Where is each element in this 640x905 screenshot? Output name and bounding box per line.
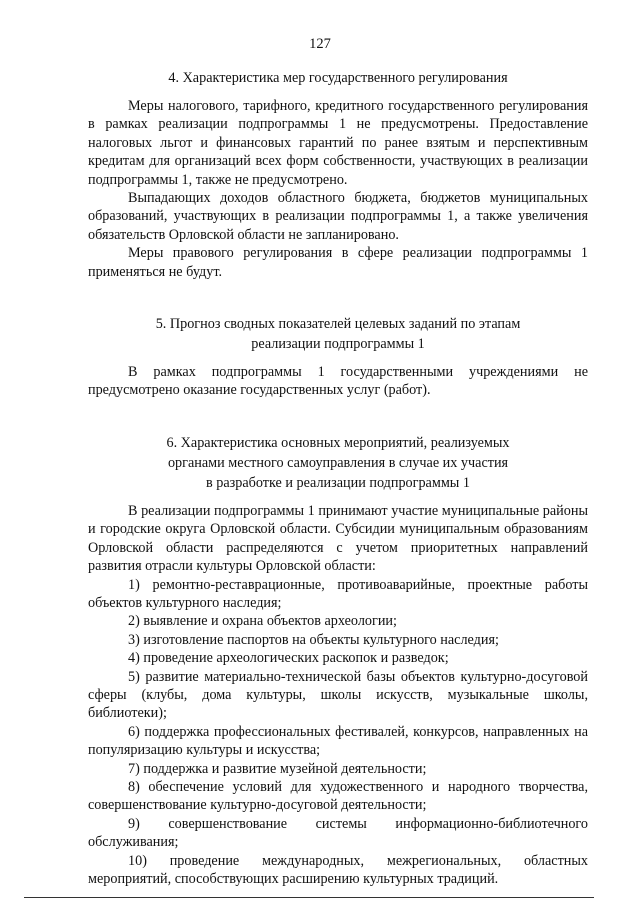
- section-5-paragraph: В рамках подпрограммы 1 государственными учреждениями не предусмотрено оказание государственных услуг (работ).: [88, 364, 588, 399]
- list-item: 1) ремонтно-реставрационные, противоаварийные, проектные работы объектов культурного наследия;: [88, 576, 588, 611]
- section-4-heading: 4. Характеристика мер государственного регулирования: [168, 70, 508, 86]
- section-5-heading-line: реализации подпрограммы 1: [251, 336, 425, 353]
- list-item: 4) проведение археологических раскопок и разведок;: [128, 650, 449, 667]
- section-4-paragraph: Выпадающих доходов областного бюджета, бюджетов муниципальных образований, участвующих в реализации подпрограммы 1, а также увеличения обязательств Орловской области не запланировано.: [88, 190, 588, 243]
- section-5-heading: [88, 314, 588, 354]
- list-item: 10) проведение международных, межрегиональных, областных мероприятий, способствующих расширению культурных традиций.: [88, 852, 588, 887]
- section-4-paragraph: Меры налогового, тарифного, кредитного государственного регулирования в рамках реализации подпрограммы 1 не предусмотрены. Предоставление налоговых льгот и финансовых гарантий по ранее взятым и перспективным кредитам для организаций всех форм собственности, участвующих в реализации подпрограммы 1, также не предусмотрено.: [88, 98, 588, 188]
- list-item: 9) совершенствование системы информационно-библиотечного обслуживания;: [88, 815, 588, 851]
- section-6-heading-line: в разработке и реализации подпрограммы 1: [206, 474, 470, 491]
- section-5-heading-line: 5. Прогноз сводных показателей целевых заданий по этапам: [155, 316, 521, 333]
- list-item: 3) изготовление паспортов на объекты культурного наследия;: [128, 631, 499, 648]
- footer-divider: [24, 897, 594, 898]
- list-item: 7) поддержка и развитие музейной деятельности;: [128, 760, 427, 777]
- list-item: 6) поддержка профессиональных фестивалей, конкурсов, направленных на популяризацию культуры и искусства;: [88, 723, 588, 759]
- document-body: [88, 66, 588, 888]
- list-item: 5) развитие материально-технической базы объектов культурно-досуговой сферы (клубы, дома культуры, школы искусств, музыкальные школы, библиотеки);: [88, 668, 588, 722]
- section-6-heading: [88, 433, 588, 493]
- list-item: 2) выявление и охрана объектов археологии;: [128, 613, 397, 630]
- page-number: 127: [309, 36, 331, 52]
- section-6-heading-line: органами местного самоуправления в случае их участия: [167, 454, 509, 471]
- list-item: 8) обеспечение условий для художественного и народного творчества, совершенствование культурно-досуговой деятельности;: [88, 778, 588, 814]
- section-6-intro: В реализации подпрограммы 1 принимают участие муниципальные районы и городские округа Орловской области. Субсидии муниципальным образованиям Орловской области распределяются с учетом приоритетных направлений развития отрасли культуры Орловской области:: [88, 502, 588, 575]
- section-6-heading-line: 6. Характеристика основных мероприятий, реализуемых: [166, 434, 510, 451]
- section-4-paragraph: Меры правового регулирования в сфере реализации подпрограммы 1 применяться не будут.: [88, 245, 588, 280]
